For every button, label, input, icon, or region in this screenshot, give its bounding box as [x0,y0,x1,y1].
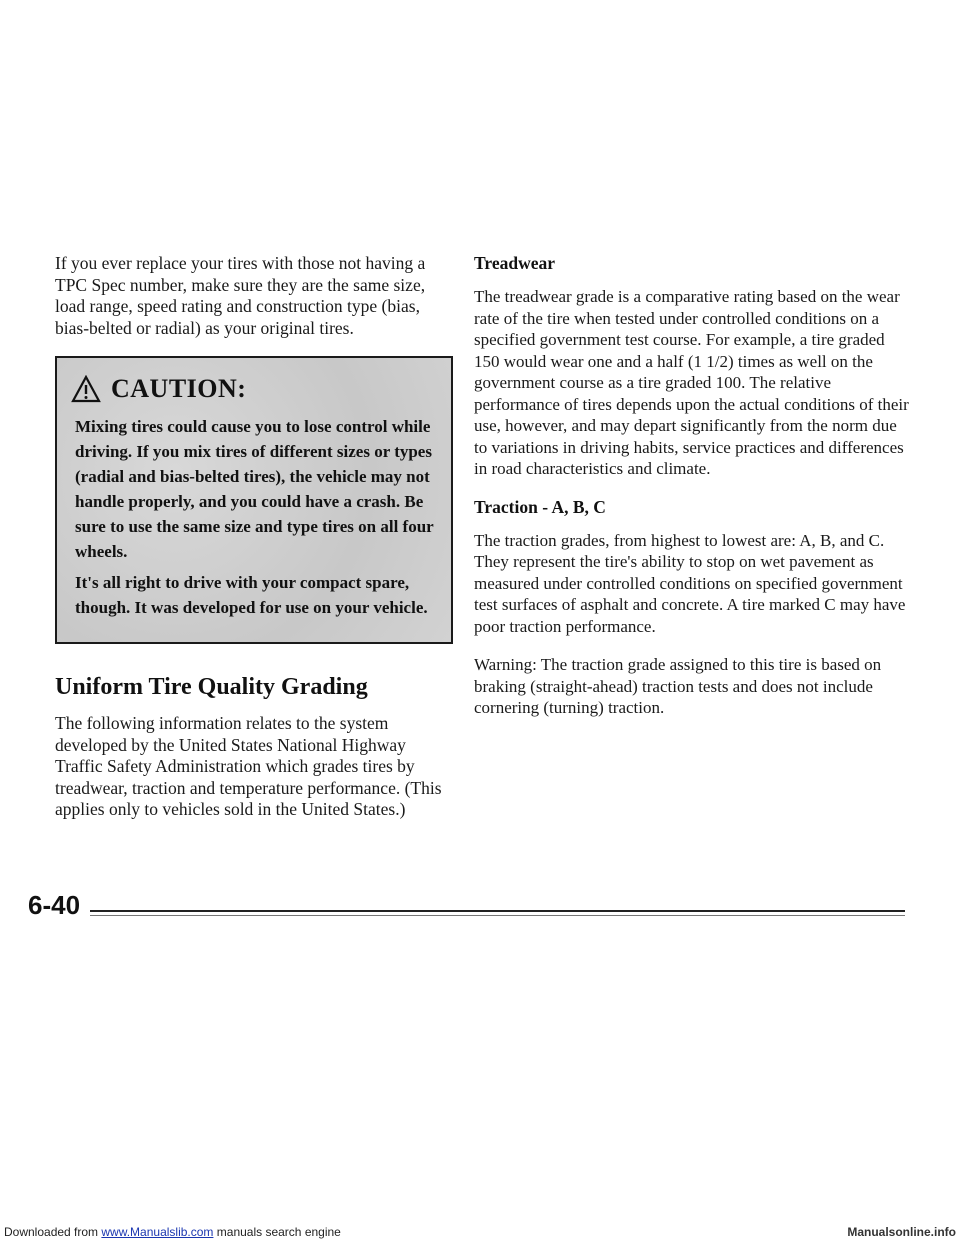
section-heading: Uniform Tire Quality Grading [55,674,368,700]
right-column [474,253,914,736]
footer-rule-thin [90,915,905,916]
intro-paragraph: If you ever replace your tires with those not having a TPC Spec number, make sure they are the same size, load range, speed rating and construction type (bias, bias-belted or radial) as your original tires. [55,253,426,338]
traction-heading: Traction - A, B, C [474,496,606,517]
warning-triangle-icon [71,375,101,403]
footer-rule-thick [90,910,905,912]
traction-paragraph: The traction grades, from highest to lowest are: A, B, and C. They represent the tire's ability to stop on wet pavement as measured under controlled conditions on specified government test surfaces of asphalt and concrete. A tire marked C may have poor traction performance. [474,530,906,636]
treadwear-paragraph: The treadwear grade is a comparative rating based on the wear rate of the tire when tested under controlled conditions on a specified government test course. For example, a tire graded 150 would wear one and a half (1 1/2) times as well on the government course as a tire graded 100. The relative performance of tires depends upon the actual conditions of their use, however, and may depart significantly from the norm due to variations in driving habits, service practices and differences in road characteristics and climate. [474,287,909,478]
treadwear-heading: Treadwear [474,253,555,273]
watermark-prefix: Downloaded from [4,1225,102,1239]
warning-paragraph: Warning: The traction grade assigned to this tire is based on braking (straight-ahead) traction tests and does not include cornering (turning) traction. [474,655,882,717]
download-watermark [0,1224,960,1242]
manualslib-link[interactable]: www.Manualslib.com [101,1225,214,1239]
left-column [55,253,455,837]
page-number: 6-40 [28,890,81,920]
caution-title: CAUTION: [111,374,247,403]
watermark-suffix: manuals search engine [213,1225,341,1239]
caution-header [71,374,439,404]
watermark-right: Manualsonline.info [847,1225,956,1239]
section-paragraph: The following information relates to the system developed by the United States National Highway Traffic Safety Administration which grades tires by treadwear, traction and temperature performance. (This applies only to vehicles sold in the United States.) [55,713,442,819]
caution-paragraph-1: Mixing tires could cause you to lose control while driving. If you mix tires of different sizes or types (radial and bias-belted tires), the vehicle may not handle properly, and you could have a crash. Be sure to use the same size and type tires on all four wheels. [75,417,434,561]
caution-paragraph-2: It's all right to drive with your compact spare, though. It was developed for use on your vehicle. [75,573,428,617]
caution-box [55,356,453,644]
